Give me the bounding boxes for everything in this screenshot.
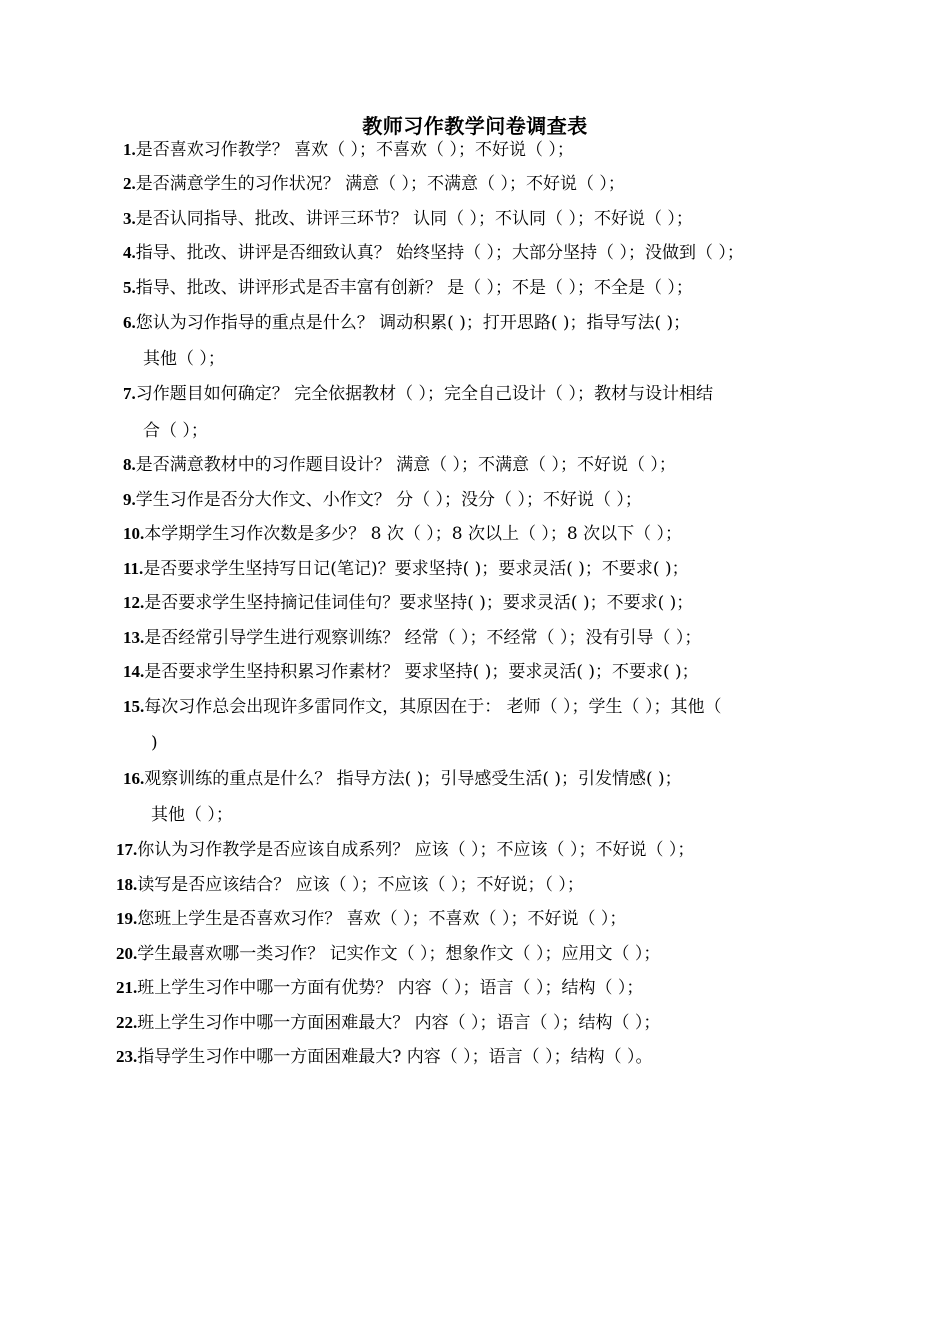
question-number: 12. <box>123 593 145 612</box>
question-number: 13. <box>123 628 145 647</box>
question-text: 读写是否应该结合？ 应该（ ）；不应该（ ）；不好说；（ ）； <box>137 875 584 895</box>
question-text: 是否经常引导学生进行观察训练？ 经常（ ）；不经常（ ）；没有引导（ ）； <box>144 628 702 648</box>
question-6-continuation: 其他（ ）； <box>143 349 225 369</box>
question-text: 您班上学生是否喜欢习作？ 喜欢（ ）；不喜欢（ ）；不好说（ ）； <box>137 909 627 929</box>
question-number: 8. <box>123 455 136 474</box>
question-2 <box>123 173 625 195</box>
question-number: 2. <box>123 174 136 193</box>
question-text: 是否满意学生的习作状况？ 满意（ ）；不满意（ ）；不好说（ ）； <box>135 174 625 194</box>
question-number: 9. <box>123 490 136 509</box>
question-number: 18. <box>116 875 138 894</box>
question-17 <box>116 839 694 861</box>
question-text: 习作题目如何确定？ 完全依据教材（ ）；完全自己设计（ ）；教材与设计相结 <box>135 384 713 404</box>
question-number: 1. <box>123 140 136 159</box>
question-number: 6. <box>123 313 136 332</box>
question-3 <box>123 208 693 230</box>
question-number: 20. <box>116 944 138 963</box>
question-text: 您认为习作指导的重点是什么？ 调动积累( )；打开思路( )；指导写法( )； <box>135 313 691 333</box>
document-title: 教师习作教学问卷调查表 <box>362 114 588 138</box>
question-text: 学生习作是否分大作文、小作文？ 分（ ）；没分（ ）；不好说（ ）； <box>135 490 642 510</box>
question-11 <box>123 558 689 580</box>
question-text: 是否喜欢习作教学？ 喜欢（ ）；不喜欢（ ）；不好说（ ）； <box>135 140 574 160</box>
question-10 <box>123 523 682 545</box>
question-number: 17. <box>116 840 138 859</box>
question-8 <box>123 454 676 476</box>
question-7 <box>123 383 713 405</box>
question-number: 3. <box>123 209 136 228</box>
question-14 <box>123 661 699 683</box>
question-text: 本学期学生习作次数是多少？ 8 次（ ）；8 次以上（ ）；8 次以下（ ）； <box>144 524 683 544</box>
question-number: 19. <box>116 909 138 928</box>
question-23 <box>116 1046 652 1068</box>
question-number: 7. <box>123 384 136 403</box>
question-18 <box>116 874 584 896</box>
question-text: 是否要求学生坚持摘记佳词佳句？要求坚持( )；要求灵活( )；不要求( )； <box>144 593 694 613</box>
question-15-continuation: ) <box>151 733 158 753</box>
question-number: 14. <box>123 662 145 681</box>
question-12 <box>123 592 693 614</box>
question-text: 每次习作总会出现许多雷同作文，其原因在于： 老师（ ）；学生（ ）；其他（ <box>144 697 722 717</box>
question-text: 班上学生习作中哪一方面困难最大？ 内容（ ）；语言（ ）；结构（ ）； <box>137 1013 661 1033</box>
question-text: 是否满意教材中的习作题目设计？ 满意（ ）；不满意（ ）；不好说（ ）； <box>135 455 676 475</box>
question-13 <box>123 627 701 649</box>
question-number: 16. <box>123 769 145 788</box>
question-number: 22. <box>116 1013 138 1032</box>
question-6 <box>123 312 690 334</box>
question-5 <box>123 277 693 299</box>
question-1 <box>123 139 574 161</box>
question-number: 23. <box>116 1047 138 1066</box>
question-number: 21. <box>116 978 138 997</box>
question-text: 你认为习作教学是否应该自成系列？ 应该（ ）；不应该（ ）；不好说（ ）； <box>137 840 695 860</box>
question-16 <box>123 768 682 790</box>
question-number: 5. <box>123 278 136 297</box>
question-text: 班上学生习作中哪一方面有优势？ 内容（ ）；语言（ ）；结构（ ）； <box>137 978 644 998</box>
question-4 <box>123 242 744 264</box>
question-number: 10. <box>123 524 145 543</box>
question-text: 是否要求学生坚持写日记(笔记)？要求坚持( )；要求灵活( )；不要求( )； <box>143 559 689 579</box>
question-text: 指导、批改、讲评形式是否丰富有创新？ 是（ ）；不是（ ）；不全是（ ）； <box>135 278 693 298</box>
question-15 <box>123 696 721 718</box>
question-number: 15. <box>123 697 145 716</box>
question-number: 4. <box>123 243 136 262</box>
question-9 <box>123 489 642 511</box>
question-text: 指导学生习作中哪一方面困难最大? 内容（ ）；语言（ ）；结构（ ）。 <box>137 1047 653 1067</box>
question-text: 学生最喜欢哪一类习作？ 记实作文（ ）；想象作文（ ）；应用文（ ）； <box>137 944 661 964</box>
question-20 <box>116 943 660 965</box>
question-text: 是否认同指导、批改、讲评三环节？ 认同（ ）；不认同（ ）；不好说（ ）； <box>135 209 693 229</box>
question-22 <box>116 1012 660 1034</box>
question-number: 11. <box>123 559 144 578</box>
question-text: 指导、批改、讲评是否细致认真？ 始终坚持（ ）；大部分坚持（ ）；没做到（ ）； <box>135 243 744 263</box>
question-7-continuation: 合（ ）； <box>143 421 208 441</box>
question-text: 观察训练的重点是什么？ 指导方法( )；引导感受生活( )；引发情感( )； <box>144 769 682 789</box>
question-21 <box>116 977 643 999</box>
question-16-continuation: 其他（ ）； <box>151 805 233 825</box>
question-19 <box>116 908 626 930</box>
question-text: 是否要求学生坚持积累习作素材？ 要求坚持( )；要求灵活( )；不要求( )； <box>144 662 699 682</box>
